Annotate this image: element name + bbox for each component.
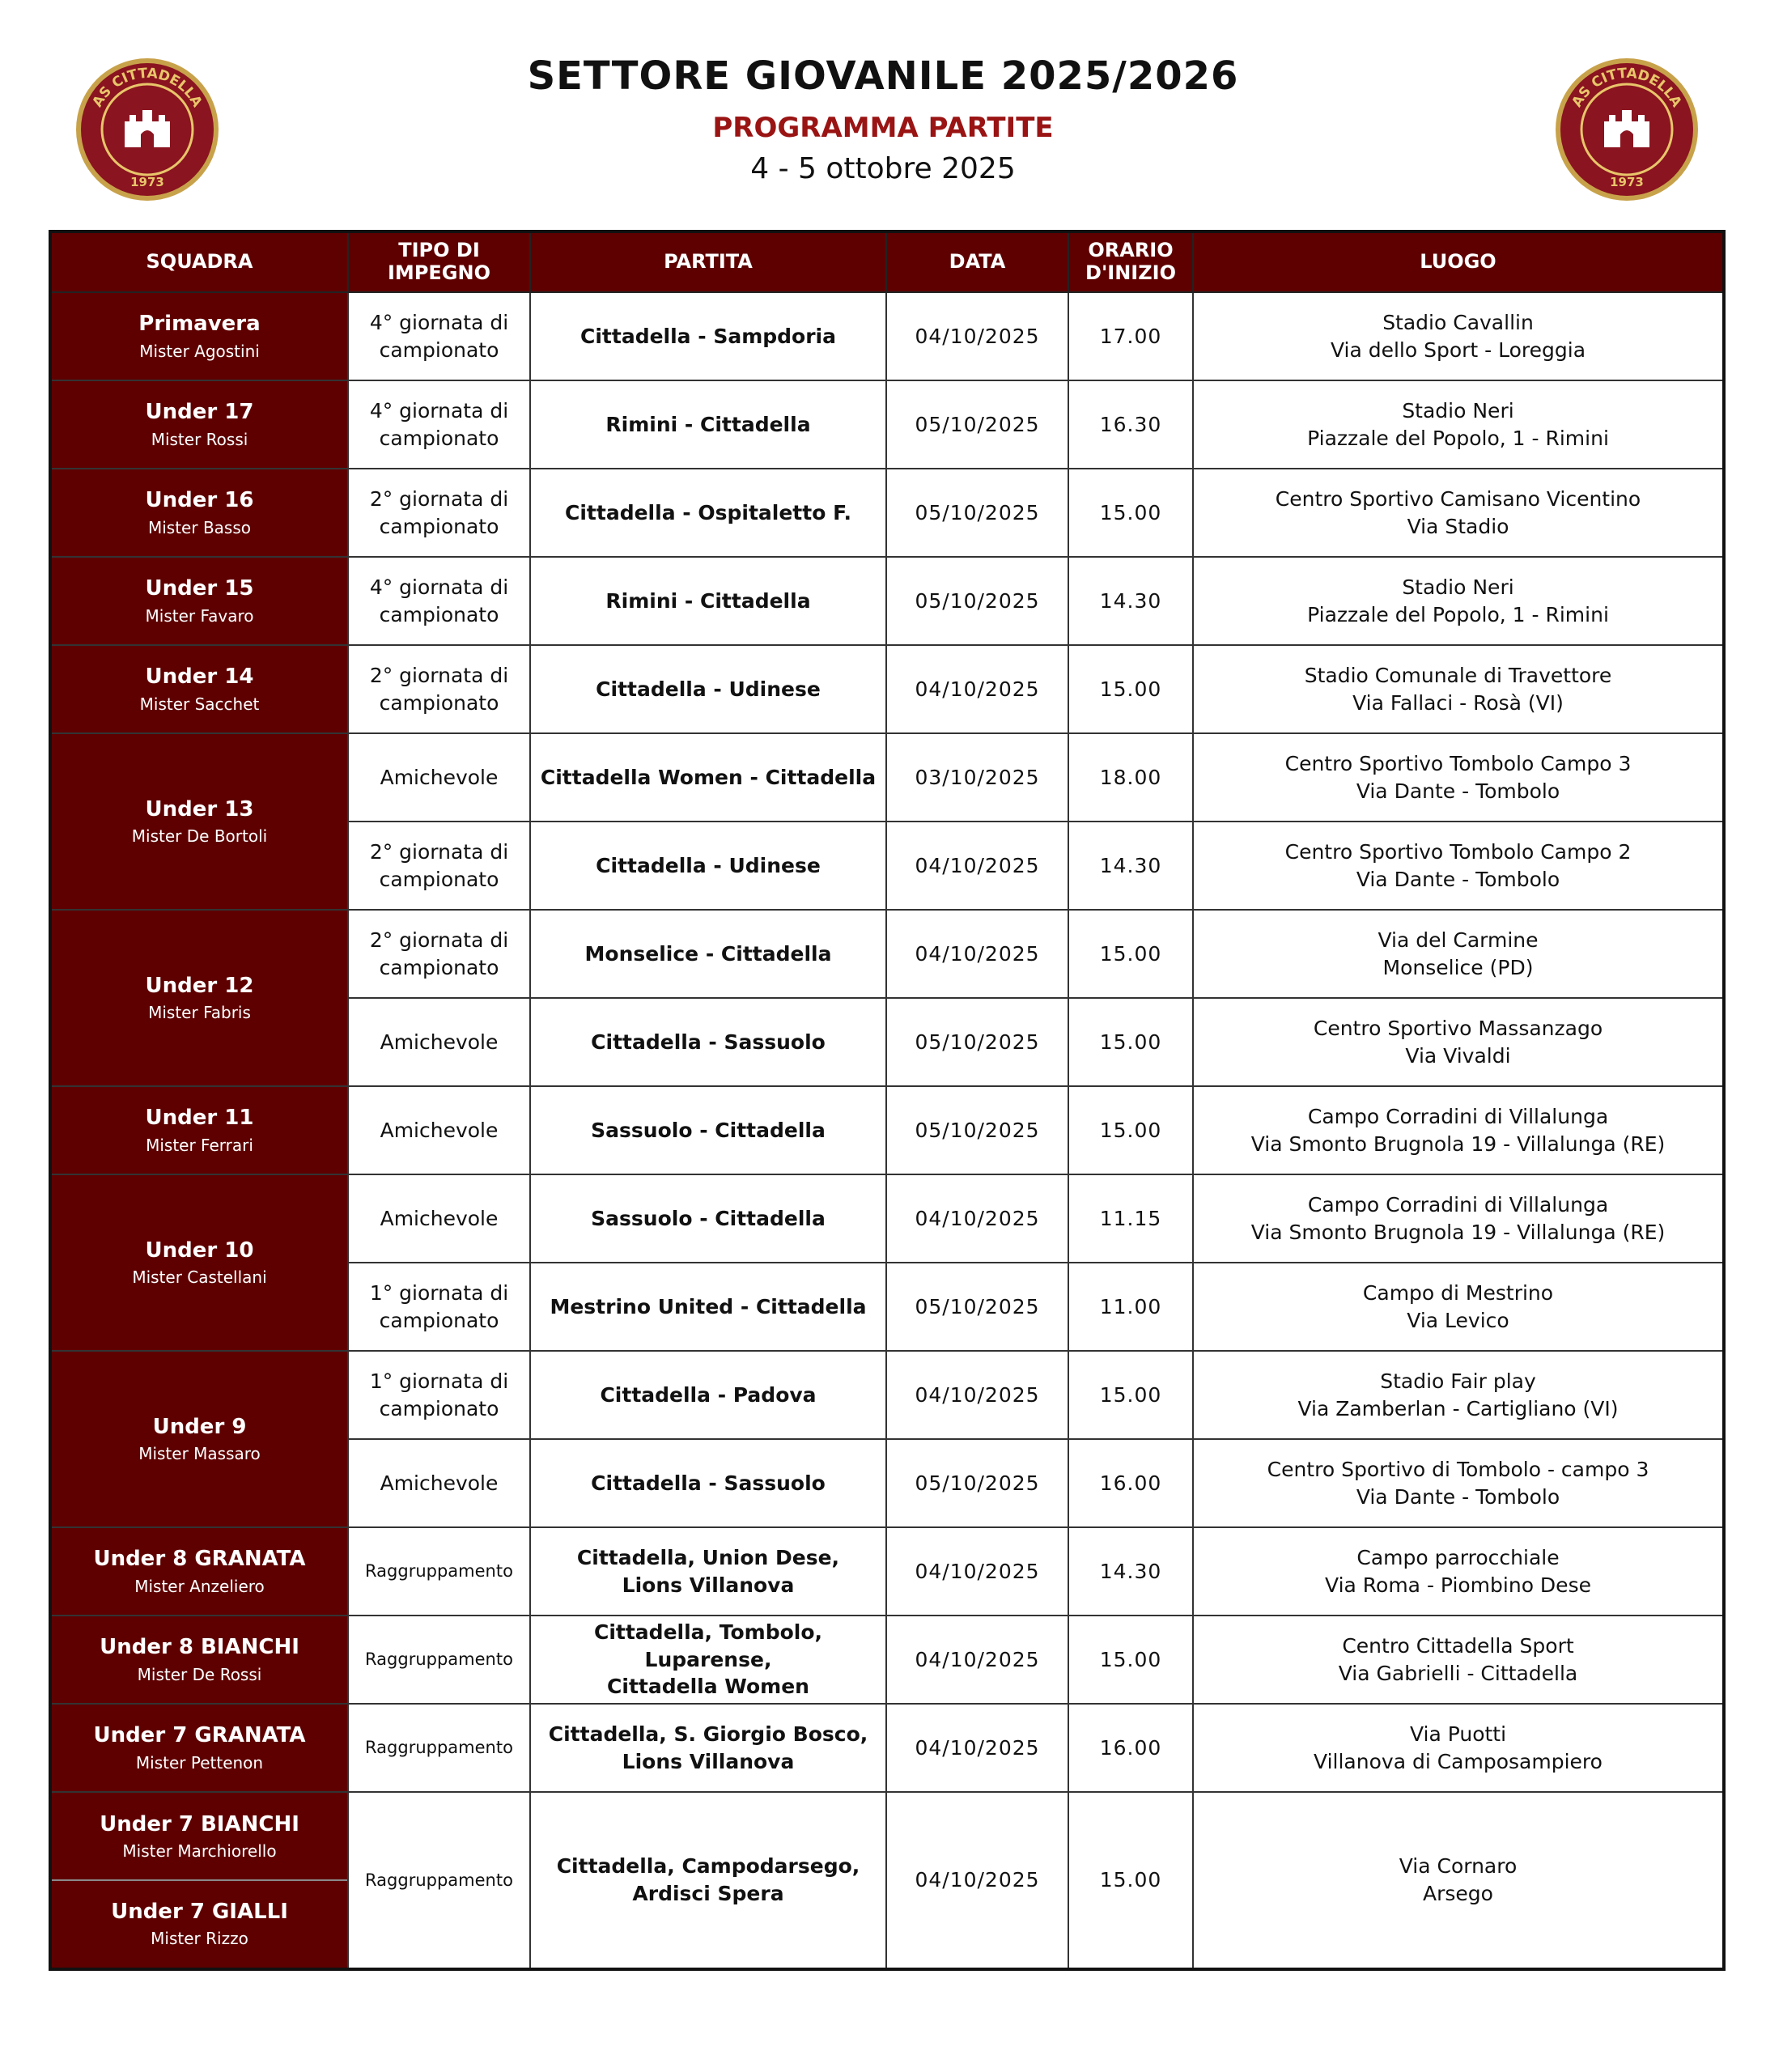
team-cell bbox=[50, 292, 348, 380]
data-cell: 05/10/2025 bbox=[886, 998, 1068, 1086]
orario-cell: 15.00 bbox=[1068, 1086, 1193, 1174]
partita-cell: Sassuolo - Cittadella bbox=[530, 1086, 886, 1174]
luogo-line: Stadio Neri bbox=[1402, 575, 1514, 599]
coach-name: Mister Anzeliero bbox=[134, 1576, 265, 1596]
coach-name: Mister Castellani bbox=[132, 1267, 267, 1288]
luogo-line: Campo Corradini di Villalunga bbox=[1307, 1192, 1609, 1216]
team-cell bbox=[50, 557, 348, 645]
luogo-line: Stadio Comunale di Travettore bbox=[1304, 663, 1612, 687]
luogo-line: Via Dante - Tombolo bbox=[1356, 867, 1560, 891]
orario-cell: 17.00 bbox=[1068, 292, 1193, 380]
luogo-line: Via del Carmine bbox=[1378, 928, 1539, 952]
team-cell bbox=[50, 1527, 348, 1616]
team-name: Under 10 bbox=[145, 1238, 254, 1263]
data-cell: 05/10/2025 bbox=[886, 557, 1068, 645]
data-cell: 05/10/2025 bbox=[886, 1086, 1068, 1174]
luogo-cell bbox=[1193, 557, 1724, 645]
data-cell: 03/10/2025 bbox=[886, 733, 1068, 822]
data-cell: 05/10/2025 bbox=[886, 380, 1068, 469]
data-cell: 04/10/2025 bbox=[886, 1704, 1068, 1792]
luogo-line: Campo di Mestrino bbox=[1362, 1280, 1554, 1305]
partita-cell bbox=[530, 1527, 886, 1616]
table-row bbox=[50, 645, 1724, 733]
orario-cell: 15.00 bbox=[1068, 469, 1193, 557]
luogo-line: Via Puotti bbox=[1409, 1722, 1507, 1746]
luogo-line: Campo Corradini di Villalunga bbox=[1307, 1104, 1609, 1128]
coach-name: Mister Basso bbox=[147, 517, 251, 537]
table-row bbox=[50, 1086, 1724, 1174]
luogo-line: Monselice (PD) bbox=[1382, 955, 1534, 979]
data-cell: 04/10/2025 bbox=[886, 1616, 1068, 1704]
team-cell bbox=[50, 1792, 348, 1969]
data-cell: 04/10/2025 bbox=[886, 1792, 1068, 1969]
coach-name: Mister Pettenon bbox=[135, 1752, 264, 1773]
orario-cell: 14.30 bbox=[1068, 822, 1193, 910]
orario-cell: 16.00 bbox=[1068, 1704, 1193, 1792]
table-row bbox=[50, 469, 1724, 557]
luogo-line: Centro Sportivo Massanzago bbox=[1313, 1016, 1603, 1040]
svg-text:1973: 1973 bbox=[130, 175, 164, 189]
luogo-line: Via Smonto Brugnola 19 - Villalunga (RE) bbox=[1250, 1220, 1666, 1244]
team-cell bbox=[50, 1704, 348, 1792]
table-row bbox=[50, 1792, 1724, 1969]
partita-cell: Cittadella - Sassuolo bbox=[530, 998, 886, 1086]
luogo-cell bbox=[1193, 645, 1724, 733]
luogo-line: Villanova di Camposampiero bbox=[1314, 1749, 1603, 1773]
luogo-cell bbox=[1193, 469, 1724, 557]
luogo-line: Via Roma - Piombino Dese bbox=[1325, 1573, 1591, 1597]
luogo-line: Via Dante - Tombolo bbox=[1356, 779, 1560, 803]
tipo-impegno-cell: 2° giornata di campionato bbox=[348, 469, 530, 557]
orario-cell: 11.15 bbox=[1068, 1174, 1193, 1263]
team-name: Under 17 bbox=[145, 400, 254, 425]
orario-cell: 14.30 bbox=[1068, 557, 1193, 645]
coach-name: Mister Massaro bbox=[138, 1444, 261, 1464]
partita-line: Cittadella, S. Giorgio Bosco, bbox=[548, 1722, 868, 1746]
team-name: Under 11 bbox=[145, 1106, 254, 1131]
team-name: Under 8 GRANATA bbox=[93, 1547, 306, 1572]
tipo-impegno-cell: Raggruppamento bbox=[348, 1616, 530, 1704]
data-cell: 04/10/2025 bbox=[886, 292, 1068, 380]
luogo-line: Centro Sportivo Camisano Vicentino bbox=[1275, 486, 1641, 511]
orario-cell: 15.00 bbox=[1068, 998, 1193, 1086]
luogo-line: Via Cornaro bbox=[1399, 1854, 1518, 1879]
tipo-impegno-cell: Amichevole bbox=[348, 1086, 530, 1174]
team-name: Under 16 bbox=[145, 488, 254, 513]
table-row bbox=[50, 1351, 1724, 1439]
tipo-impegno-cell: 4° giornata di campionato bbox=[348, 380, 530, 469]
partita-line: Lions Villanova bbox=[622, 1749, 795, 1773]
luogo-line: Via Gabrielli - Cittadella bbox=[1338, 1661, 1578, 1685]
coach-name: Mister Fabris bbox=[148, 1003, 251, 1023]
data-cell: 04/10/2025 bbox=[886, 1351, 1068, 1439]
luogo-cell bbox=[1193, 1439, 1724, 1527]
tipo-impegno-cell: Raggruppamento bbox=[348, 1527, 530, 1616]
coach-name: Mister Rossi bbox=[151, 429, 248, 449]
table-row bbox=[50, 1704, 1724, 1792]
tipo-impegno-cell: Amichevole bbox=[348, 1439, 530, 1527]
team-name: Under 14 bbox=[145, 664, 254, 690]
partita-cell bbox=[530, 1792, 886, 1969]
tipo-impegno-cell: 1° giornata di campionato bbox=[348, 1263, 530, 1351]
partita-line: Cittadella, Campodarsego, bbox=[556, 1854, 860, 1879]
coach-name: Mister Favaro bbox=[145, 605, 254, 626]
luogo-cell bbox=[1193, 998, 1724, 1086]
luogo-cell bbox=[1193, 1616, 1724, 1704]
orario-cell: 15.00 bbox=[1068, 1616, 1193, 1704]
luogo-line: Centro Sportivo Tombolo Campo 2 bbox=[1284, 839, 1632, 864]
data-cell: 04/10/2025 bbox=[886, 1174, 1068, 1263]
luogo-line: Via Zamberlan - Cartigliano (VI) bbox=[1297, 1396, 1619, 1420]
orario-cell: 16.30 bbox=[1068, 380, 1193, 469]
table-row bbox=[50, 557, 1724, 645]
team-cell bbox=[50, 645, 348, 733]
luogo-line: Piazzale del Popolo, 1 - Rimini bbox=[1307, 602, 1609, 626]
tipo-impegno-cell: Amichevole bbox=[348, 1174, 530, 1263]
luogo-line: Campo parrocchiale bbox=[1356, 1545, 1560, 1569]
team-name: Under 12 bbox=[145, 973, 254, 998]
team-name: Under 9 bbox=[152, 1414, 247, 1439]
team-name: Under 15 bbox=[145, 576, 254, 601]
schedule-body bbox=[50, 292, 1724, 1969]
coach-name: Mister Rizzo bbox=[151, 1929, 248, 1949]
luogo-cell bbox=[1193, 733, 1724, 822]
partita-line: Lions Villanova bbox=[622, 1573, 795, 1597]
coach-name: Mister De Rossi bbox=[137, 1664, 262, 1684]
team-name: Under 7 GRANATA bbox=[93, 1723, 306, 1748]
luogo-cell bbox=[1193, 1351, 1724, 1439]
table-row bbox=[50, 910, 1724, 998]
column-header-partita: PARTITA bbox=[530, 231, 886, 292]
partita-cell: Mestrino United - Cittadella bbox=[530, 1263, 886, 1351]
svg-text:AS CITTADELLA: AS CITTADELLA bbox=[1569, 65, 1685, 110]
orario-cell: 18.00 bbox=[1068, 733, 1193, 822]
orario-cell: 15.00 bbox=[1068, 910, 1193, 998]
table-row bbox=[50, 292, 1724, 380]
team-cell bbox=[50, 1351, 348, 1527]
data-cell: 04/10/2025 bbox=[886, 1527, 1068, 1616]
data-cell: 05/10/2025 bbox=[886, 1439, 1068, 1527]
luogo-line: Stadio Fair play bbox=[1380, 1369, 1536, 1393]
partita-cell: Monselice - Cittadella bbox=[530, 910, 886, 998]
team-name: Under 13 bbox=[145, 796, 254, 822]
table-row bbox=[50, 1174, 1724, 1263]
event-dates: 4 - 5 ottobre 2025 bbox=[750, 152, 1016, 185]
team-cell bbox=[50, 1174, 348, 1351]
luogo-line: Via dello Sport - Loreggia bbox=[1330, 338, 1586, 362]
luogo-line: Piazzale del Popolo, 1 - Rimini bbox=[1307, 426, 1609, 450]
tipo-impegno-cell: 2° giornata di campionato bbox=[348, 822, 530, 910]
coach-name: Mister De Bortoli bbox=[131, 826, 268, 847]
partita-cell: Cittadella - Udinese bbox=[530, 822, 886, 910]
tipo-impegno-cell: Amichevole bbox=[348, 998, 530, 1086]
partita-cell: Cittadella Women - Cittadella bbox=[530, 733, 886, 822]
partita-cell: Rimini - Cittadella bbox=[530, 557, 886, 645]
luogo-line: Arsego bbox=[1423, 1882, 1493, 1905]
team-cell bbox=[50, 1086, 348, 1174]
luogo-line: Via Dante - Tombolo bbox=[1356, 1484, 1560, 1509]
luogo-line: Via Vivaldi bbox=[1405, 1043, 1511, 1068]
tipo-impegno-cell: 2° giornata di campionato bbox=[348, 910, 530, 998]
luogo-line: Stadio Cavallin bbox=[1382, 310, 1534, 334]
team-cell bbox=[50, 733, 348, 910]
column-header-orario: ORARIO D'INIZIO bbox=[1068, 231, 1193, 292]
partita-line: Cittadella Women bbox=[607, 1675, 809, 1699]
partita-cell bbox=[530, 1704, 886, 1792]
team-name: Primavera bbox=[138, 312, 261, 337]
orario-cell: 14.30 bbox=[1068, 1527, 1193, 1616]
luogo-line: Stadio Neri bbox=[1402, 398, 1514, 422]
partita-cell: Cittadella - Padova bbox=[530, 1351, 886, 1439]
tipo-impegno-cell: Raggruppamento bbox=[348, 1704, 530, 1792]
coach-name: Mister Agostini bbox=[139, 341, 260, 361]
orario-cell: 16.00 bbox=[1068, 1439, 1193, 1527]
luogo-cell bbox=[1193, 910, 1724, 998]
orario-cell: 15.00 bbox=[1068, 1351, 1193, 1439]
column-header-luogo: LUOGO bbox=[1193, 231, 1724, 292]
tipo-impegno-cell: 4° giornata di campionato bbox=[348, 292, 530, 380]
team-name: Under 7 GIALLI bbox=[111, 1899, 288, 1924]
team-cell bbox=[50, 1616, 348, 1704]
tipo-impegno-cell: 1° giornata di campionato bbox=[348, 1351, 530, 1439]
luogo-line: Centro Sportivo di Tombolo - campo 3 bbox=[1267, 1457, 1649, 1481]
page-subtitle: PROGRAMMA PARTITE bbox=[712, 112, 1054, 144]
luogo-cell bbox=[1193, 1704, 1724, 1792]
data-cell: 04/10/2025 bbox=[886, 910, 1068, 998]
table-row bbox=[50, 1616, 1724, 1704]
team-cell bbox=[50, 469, 348, 557]
partita-line: Cittadella, Tombolo, Luparense, bbox=[593, 1620, 823, 1671]
luogo-line: Via Smonto Brugnola 19 - Villalunga (RE) bbox=[1250, 1132, 1666, 1156]
luogo-cell bbox=[1193, 1263, 1724, 1351]
table-row bbox=[50, 380, 1724, 469]
luogo-cell bbox=[1193, 1086, 1724, 1174]
coach-name: Mister Ferrari bbox=[146, 1135, 253, 1155]
partita-cell: Cittadella - Udinese bbox=[530, 645, 886, 733]
luogo-line: Via Levico bbox=[1407, 1308, 1509, 1332]
partita-line: Cittadella, Union Dese, bbox=[576, 1545, 840, 1569]
luogo-cell bbox=[1193, 292, 1724, 380]
orario-cell: 11.00 bbox=[1068, 1263, 1193, 1351]
tipo-impegno-cell: Raggruppamento bbox=[348, 1792, 530, 1969]
data-cell: 04/10/2025 bbox=[886, 822, 1068, 910]
schedule-table bbox=[49, 230, 1726, 1971]
team-name: Under 7 BIANCHI bbox=[100, 1811, 299, 1836]
team-cell bbox=[50, 910, 348, 1086]
luogo-cell bbox=[1193, 380, 1724, 469]
partita-cell: Rimini - Cittadella bbox=[530, 380, 886, 469]
luogo-line: Centro Cittadella Sport bbox=[1342, 1633, 1574, 1658]
data-cell: 05/10/2025 bbox=[886, 469, 1068, 557]
column-header-data: DATA bbox=[886, 231, 1068, 292]
partita-cell: Cittadella - Sassuolo bbox=[530, 1439, 886, 1527]
luogo-cell bbox=[1193, 1792, 1724, 1969]
luogo-cell bbox=[1193, 1527, 1724, 1616]
partita-cell: Sassuolo - Cittadella bbox=[530, 1174, 886, 1263]
team-name: Under 8 BIANCHI bbox=[100, 1635, 299, 1660]
luogo-line: Via Stadio bbox=[1407, 514, 1509, 538]
data-cell: 05/10/2025 bbox=[886, 1263, 1068, 1351]
coach-name: Mister Marchiorello bbox=[122, 1841, 277, 1862]
table-header-row bbox=[50, 231, 1724, 292]
team-cell bbox=[50, 380, 348, 469]
luogo-line: Centro Sportivo Tombolo Campo 3 bbox=[1284, 751, 1632, 775]
partita-cell bbox=[530, 1616, 886, 1704]
luogo-line: Via Fallaci - Rosà (VI) bbox=[1352, 690, 1564, 715]
tipo-impegno-cell: 2° giornata di campionato bbox=[348, 645, 530, 733]
orario-cell: 15.00 bbox=[1068, 645, 1193, 733]
coach-name: Mister Sacchet bbox=[139, 694, 260, 714]
column-header-squadra: SQUADRA bbox=[50, 231, 348, 292]
table-row bbox=[50, 1527, 1724, 1616]
partita-cell: Cittadella - Ospitaletto F. bbox=[530, 469, 886, 557]
partita-cell: Cittadella - Sampdoria bbox=[530, 292, 886, 380]
luogo-cell bbox=[1193, 1174, 1724, 1263]
luogo-cell bbox=[1193, 822, 1724, 910]
orario-cell: 15.00 bbox=[1068, 1792, 1193, 1969]
partita-line: Ardisci Spera bbox=[632, 1882, 784, 1905]
table-row bbox=[50, 733, 1724, 822]
page-title: SETTORE GIOVANILE 2025/2026 bbox=[527, 53, 1239, 99]
svg-text:1973: 1973 bbox=[1610, 175, 1644, 189]
svg-text:AS CITTADELLA: AS CITTADELLA bbox=[89, 65, 206, 110]
column-header-tipo: TIPO DI IMPEGNO bbox=[348, 231, 530, 292]
tipo-impegno-cell: 4° giornata di campionato bbox=[348, 557, 530, 645]
data-cell: 04/10/2025 bbox=[886, 645, 1068, 733]
tipo-impegno-cell: Amichevole bbox=[348, 733, 530, 822]
